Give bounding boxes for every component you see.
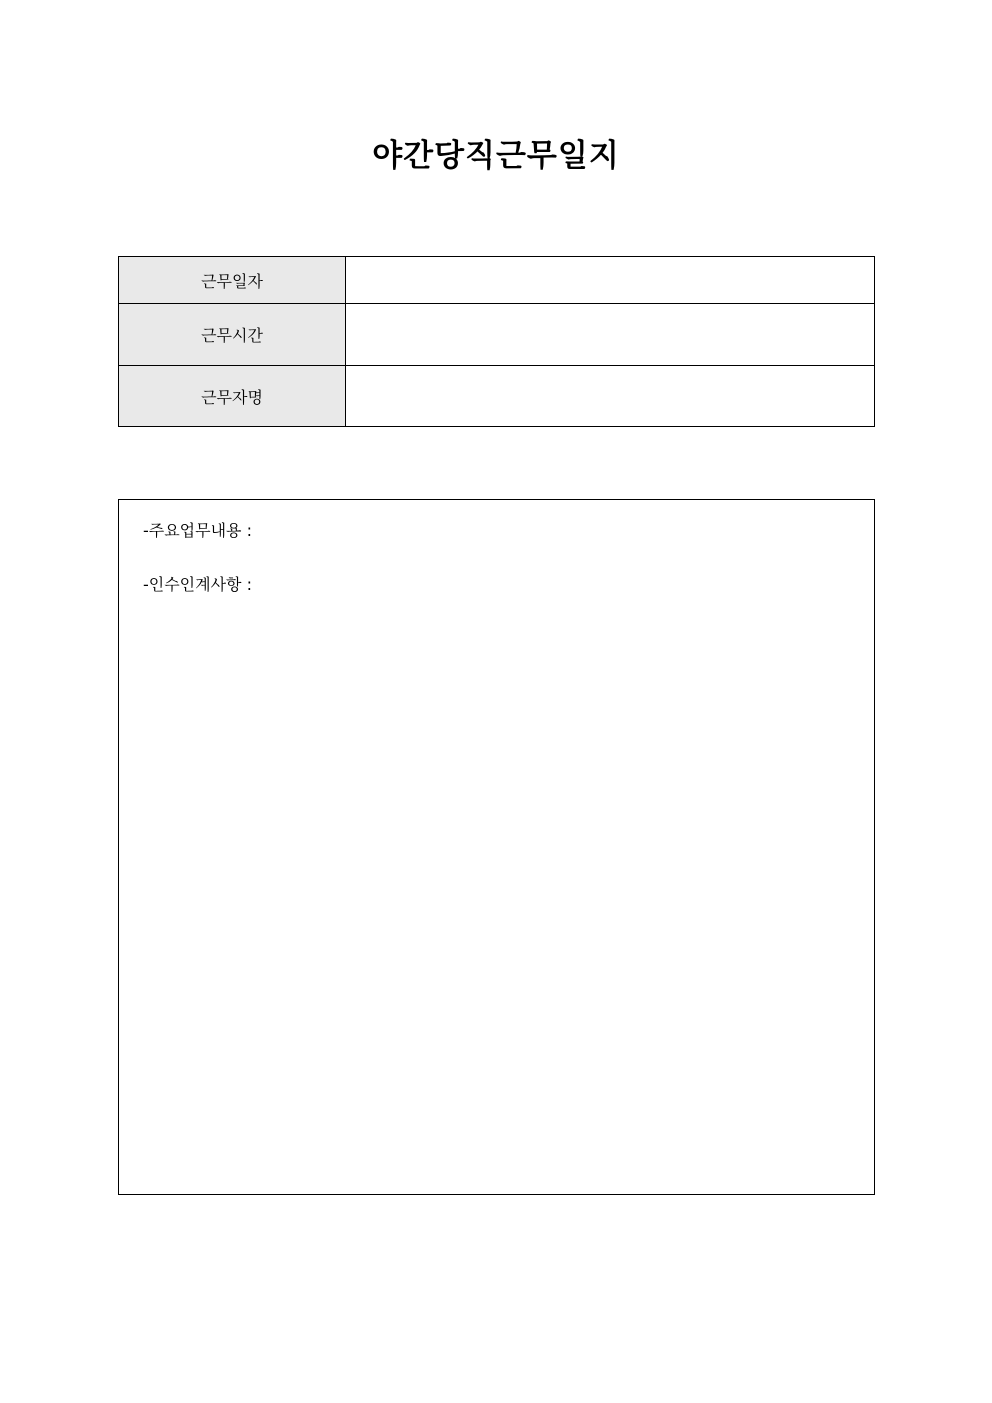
worker-name-label: 근무자명 <box>119 366 346 427</box>
document-title: 야간당직근무일지 <box>372 138 620 174</box>
worker-name-field[interactable] <box>346 366 875 427</box>
work-time-field[interactable] <box>346 304 875 366</box>
work-time-label: 근무시간 <box>119 304 346 366</box>
handover-notes-label: -인수인계사항 : <box>143 575 252 594</box>
work-date-field[interactable] <box>346 257 875 304</box>
duty-info-table <box>118 256 875 427</box>
table-row-date <box>119 257 875 304</box>
main-tasks-label: -주요업무내용 : <box>143 521 252 540</box>
duty-content-box[interactable] <box>118 499 875 1195</box>
table-row-time <box>119 304 875 366</box>
work-date-label: 근무일자 <box>119 257 346 304</box>
table-row-worker <box>119 366 875 427</box>
